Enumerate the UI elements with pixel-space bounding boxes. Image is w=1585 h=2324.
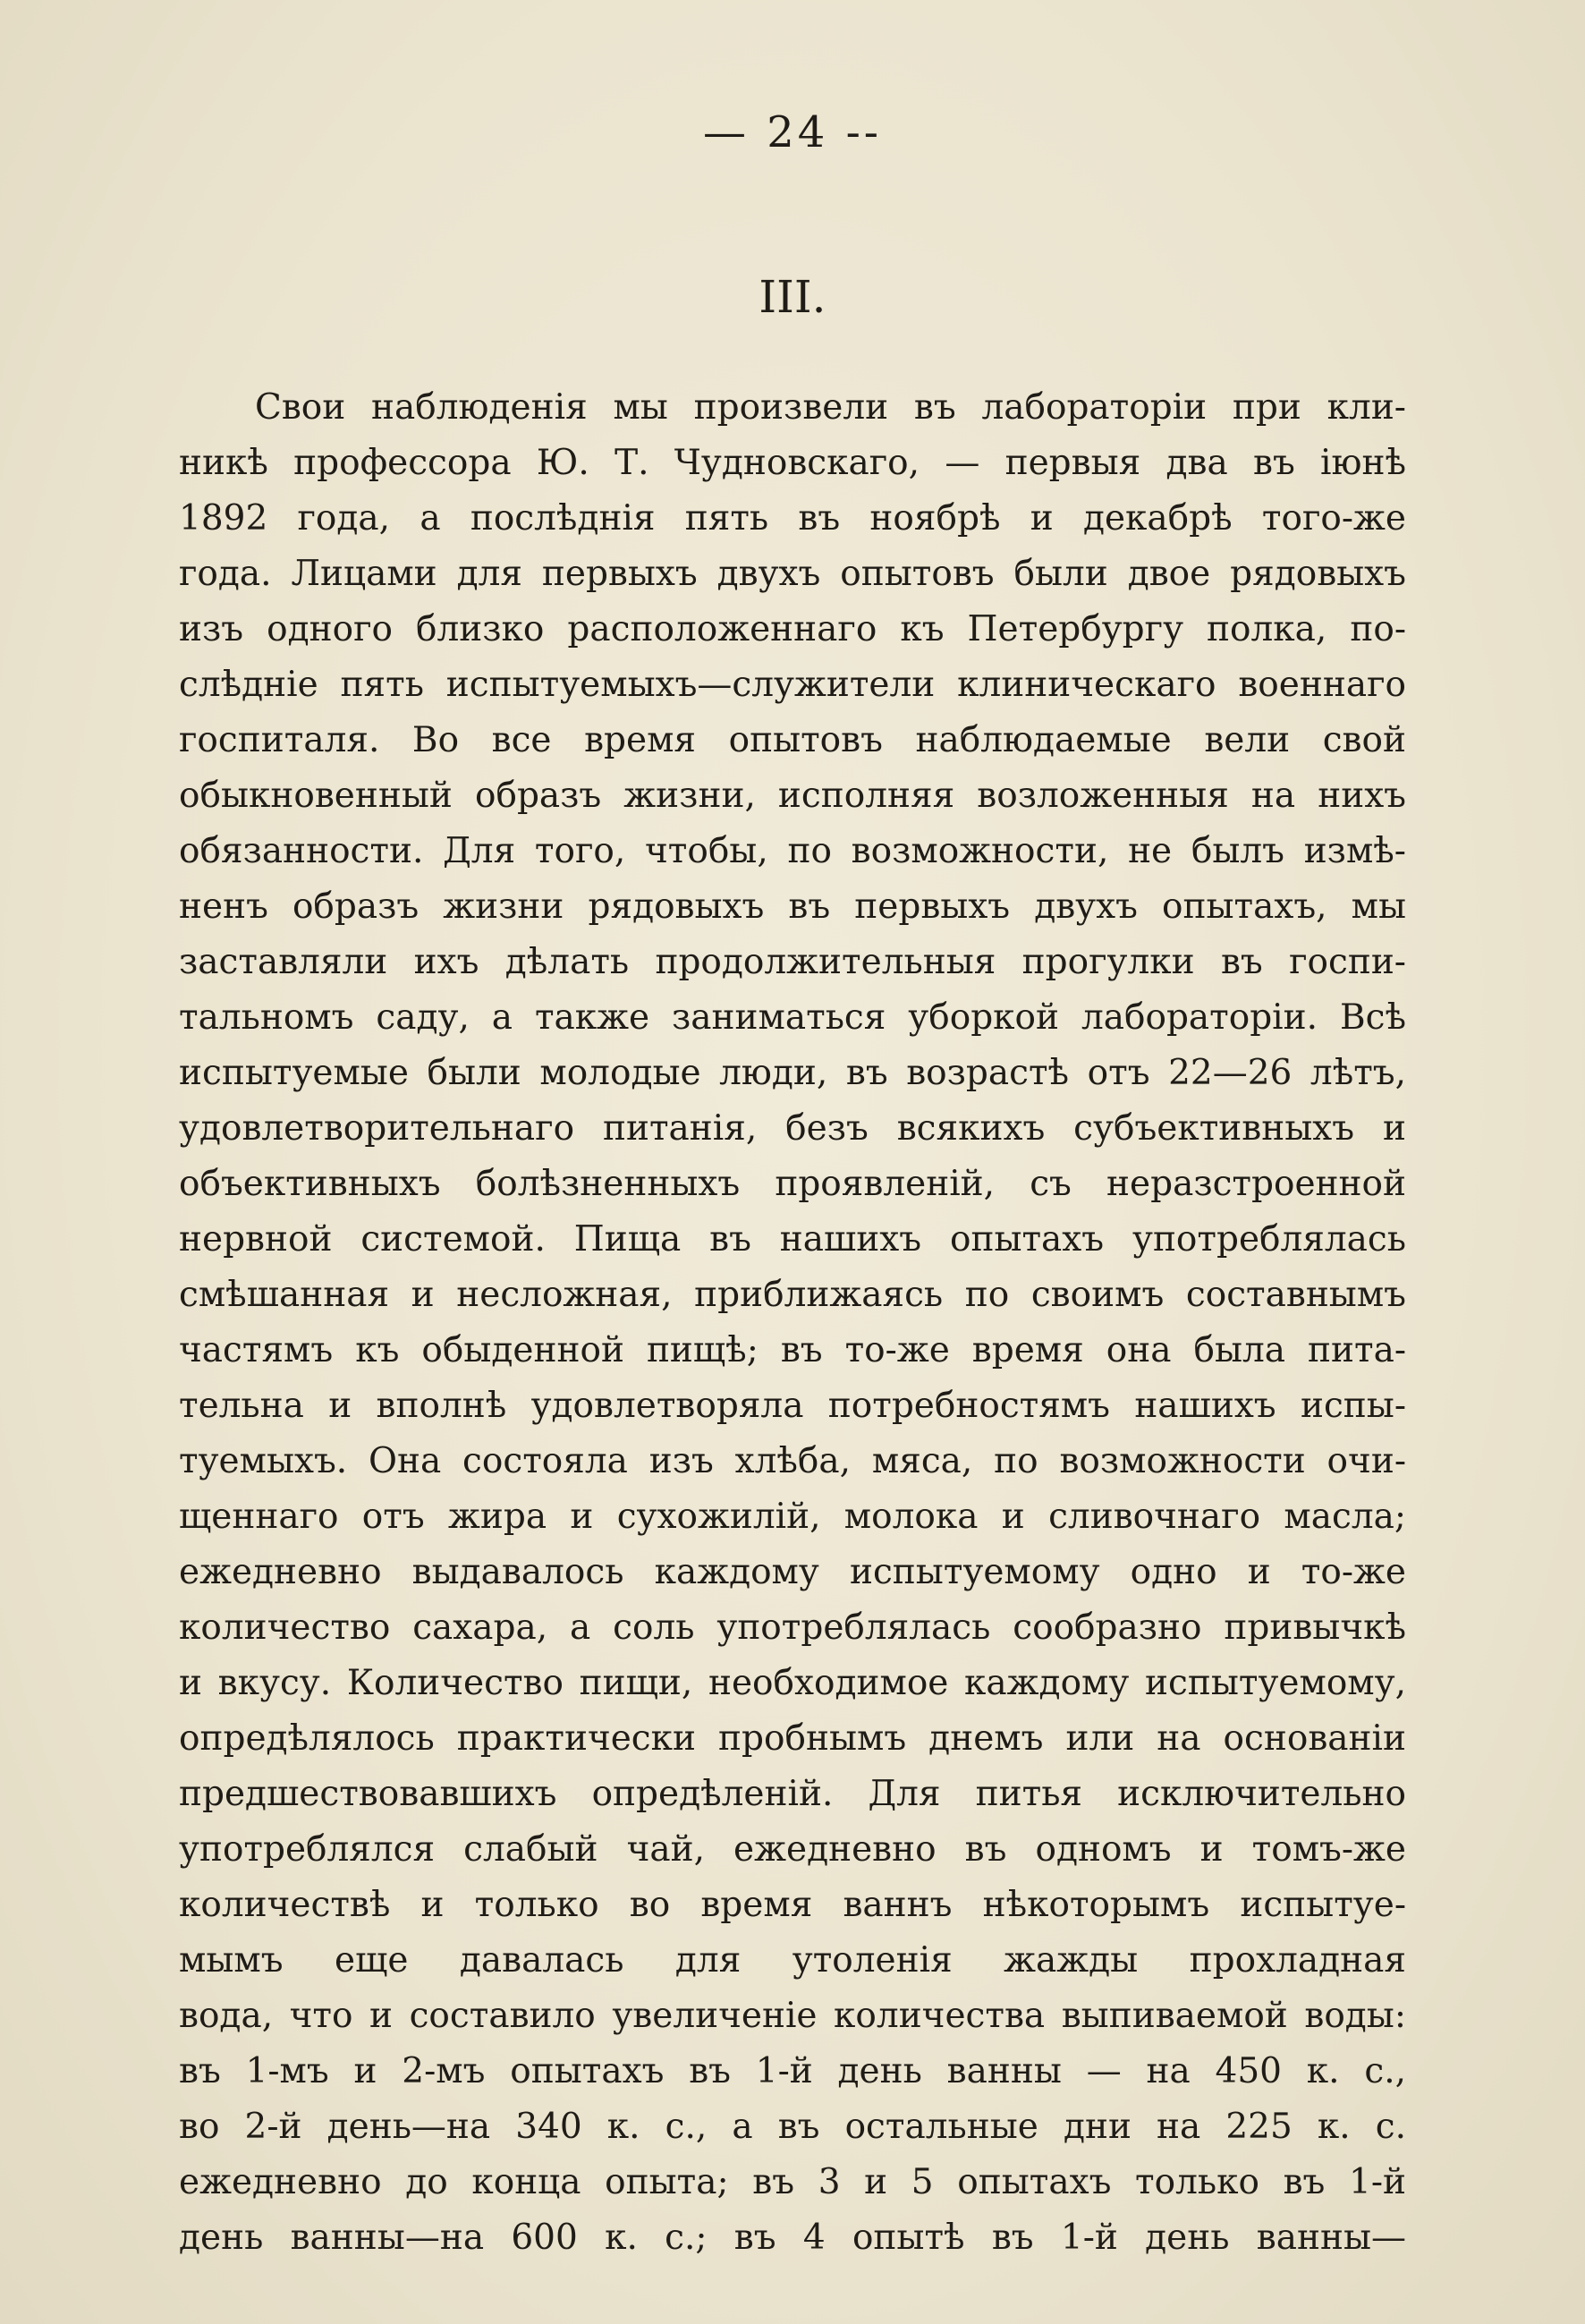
- text-line: обыкновенный образъ жизни, исполняя возложенныя на нихъ: [179, 776, 1406, 816]
- text-line: Свои наблюденія мы произвели въ лабораторіи при кли-: [255, 387, 1406, 428]
- section-heading: III.: [759, 271, 826, 323]
- text-line: во 2-й день—на 340 к. с., а въ остальные дни на 225 к. с.: [179, 2107, 1406, 2147]
- text-line: частямъ къ обыденной пищѣ; въ то-же время она была пита-: [179, 1330, 1406, 1370]
- text-line: ежедневно до конца опыта; въ 3 и 5 опытахъ только въ 1-й: [179, 2162, 1406, 2202]
- text-line: ненъ образъ жизни рядовыхъ въ первыхъ двухъ опытахъ, мы: [179, 886, 1406, 927]
- text-line: тельна и вполнѣ удовлетворяла потребностямъ нашихъ испы-: [179, 1386, 1406, 1426]
- text-line: объективныхъ болѣзненныхъ проявленій, съ неразстроенной: [179, 1164, 1406, 1204]
- text-line: опредѣлялось практически пробнымъ днемъ или на основаніи: [179, 1718, 1406, 1759]
- text-line: употреблялся слабый чай, ежедневно въ одномъ и томъ-же: [179, 1829, 1406, 1870]
- text-line: въ 1-мъ и 2-мъ опытахъ въ 1-й день ванны — на 450 к. с.,: [179, 2051, 1406, 2091]
- text-line: заставляли ихъ дѣлать продолжительныя прогулки въ госпи-: [179, 942, 1406, 982]
- text-line: тальномъ саду, а также заниматься уборкой лабораторіи. Всѣ: [179, 997, 1406, 1038]
- text-line: день ванны—на 600 к. с.; въ 4 опытѣ въ 1-й день ванны—: [179, 2218, 1406, 2258]
- text-line: количество сахара, а соль употреблялась сообразно привычкѣ: [179, 1607, 1406, 1648]
- text-line: госпиталя. Во все время опытовъ наблюдаемые вели свой: [179, 720, 1406, 760]
- text-line: обязанности. Для того, чтобы, по возможности, не былъ измѣ-: [179, 831, 1406, 871]
- page-number: — 24 --: [702, 107, 883, 157]
- text-line: мымъ еще давалась для утоленія жажды прохладная: [179, 1940, 1406, 1980]
- text-line: 1892 года, а послѣднія пять въ ноябрѣ и декабрѣ того-же: [179, 498, 1406, 539]
- body-text: [179, 380, 1406, 2266]
- text-line: никѣ профессора Ю. Т. Чудновскаго, — первыя два въ іюнѣ: [179, 443, 1406, 483]
- text-line: года. Лицами для первыхъ двухъ опытовъ были двое рядовыхъ: [179, 554, 1406, 594]
- text-line: щеннаго отъ жира и сухожилій, молока и сливочнаго масла;: [179, 1497, 1406, 1537]
- text-line: смѣшанная и несложная, приближаясь по своимъ составнымъ: [179, 1275, 1406, 1315]
- text-line: нервной системой. Пища въ нашихъ опытахъ употреблялась: [179, 1219, 1406, 1260]
- text-line: изъ одного близко расположеннаго къ Петербургу полка, по-: [179, 609, 1406, 649]
- text-line: испытуемые были молодые люди, въ возрастѣ отъ 22—26 лѣтъ,: [179, 1053, 1406, 1093]
- text-line: туемыхъ. Она состояла изъ хлѣба, мяса, по возможности очи-: [179, 1441, 1406, 1481]
- text-line: предшествовавшихъ опредѣленій. Для питья исключительно: [179, 1774, 1406, 1814]
- text-line: слѣдніе пять испытуемыхъ—служители клиническаго военнаго: [179, 665, 1406, 705]
- text-line: количествѣ и только во время ваннъ нѣкоторымъ испытуе-: [179, 1885, 1406, 1925]
- text-line: удовлетворительнаго питанія, безъ всякихъ субъективныхъ и: [179, 1108, 1406, 1149]
- text-line: вода, что и составило увеличеніе количества выпиваемой воды:: [179, 1996, 1406, 2036]
- text-line: и вкусу. Количество пищи, необходимое каждому испытуемому,: [179, 1663, 1406, 1703]
- text-line: ежедневно выдавалось каждому испытуемому одно и то-же: [179, 1552, 1406, 1592]
